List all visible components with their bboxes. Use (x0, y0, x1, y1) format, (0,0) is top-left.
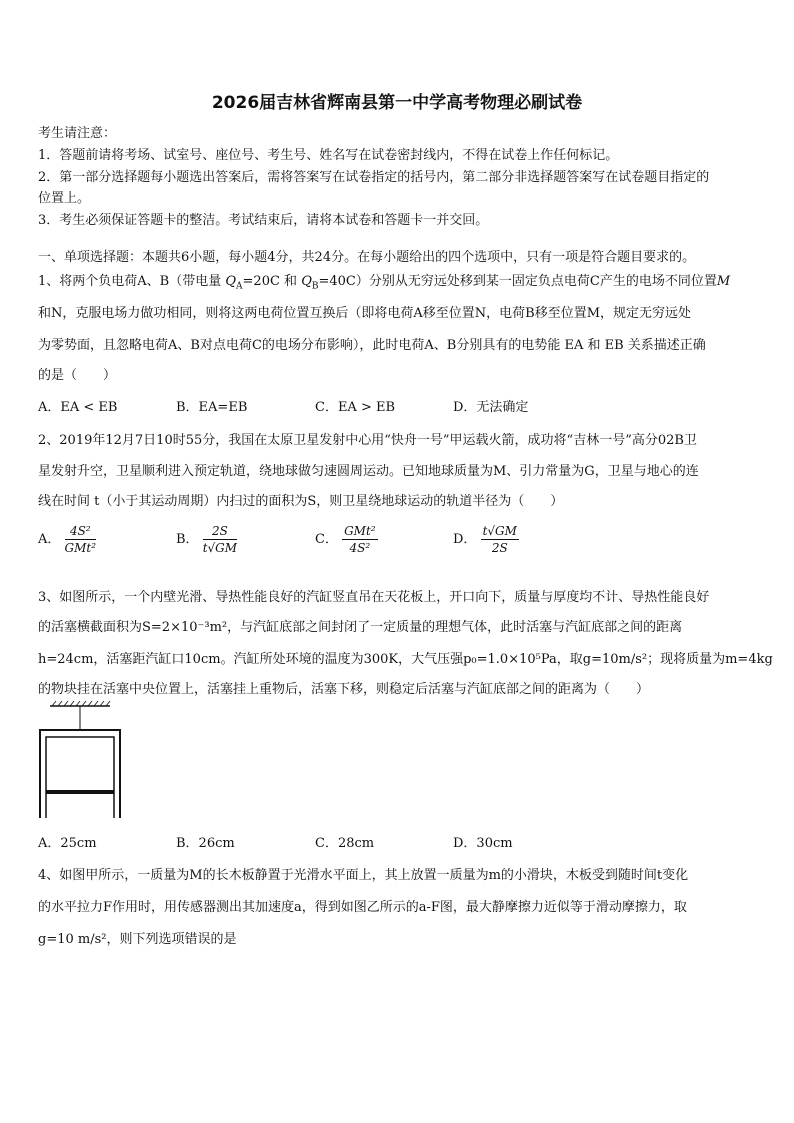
q1-option-a: A．EA < EB (38, 400, 118, 415)
q3-option-a: A．25cm (38, 836, 97, 851)
section-heading: 一、单项选择题：本题共6小题，每小题4分，共24分。在每小题给出的四个选项中，只有一项是符合题目要求的。 (38, 250, 696, 265)
notice-heading: 考生请注意： (38, 126, 117, 141)
q4-line-1: 4、如图甲所示，一质量为M的长木板静置于光滑水平面上，其上放置一质量为m的小滑块，木板受到随时间t变化 (38, 868, 689, 883)
q1-line-4: 的是（ ） (38, 368, 117, 383)
q2-option-d: D． $\frac{t√GM}{2S}$ (453, 524, 517, 555)
q4-line-2: 的水平拉力F作用时，用传感器测出其加速度a，得到如图乙所示的a-F图，最大静摩擦力近似等于滑动摩擦力，取 (38, 900, 687, 915)
q3-line-2: 的活塞横截面积为S=2×10⁻³m²，与汽缸底部之间封闭了一定质量的理想气体，此时活塞与汽缸底部之间的距离 (38, 620, 683, 635)
q1-line-1: 1、将两个负电荷A、B（带电量 $Q_A=20C$ 和 $Q_B=40C$）分别从无穷远处移到某一固定负点电荷C产生的电场不同位置M (38, 274, 731, 292)
q3-option-c: C．28cm (315, 836, 375, 851)
q1-line-2: 和N，克服电场力做功相同，则将这两电荷位置互换后（即将电荷A移至位置N，电荷B移至位置M，规定无穷远处 (38, 306, 692, 321)
q2-option-c: C． $\frac{\text{GMt²}}{\text{4S²}}$ (315, 524, 376, 555)
q2-line-1: 2、2019年12月7日10时55分，我国在太原卫星发射中心用“快舟一号”甲运载火箭，成功将“吉林一号”高分02B卫 (38, 433, 697, 448)
page-title: 2026届吉林省辉南县第一中学高考物理必刷试卷 (211, 93, 583, 113)
cylinder-diagram (36, 700, 136, 822)
q1-line-3: 为零势面，且忽略电荷A、B对点电荷C的电场分布影响），此时电荷A、B分别具有的电势能 EA 和 EB 关系描述正确 (38, 338, 706, 353)
cylinder-outer (40, 730, 120, 818)
notice-item-2: 2．第一部分选择题每小题选出答案后，需将答案写在试卷指定的括号内，第二部分非选择题答案写在试卷题目指定的 (38, 170, 710, 185)
cylinder-inner (46, 737, 114, 818)
q1-option-c: C．EA > EB (315, 400, 396, 415)
q2-option-b: B． $\frac{2S}{t√GM}$ (176, 524, 238, 555)
q1-option-b: B．EA=EB (176, 400, 248, 415)
piston (46, 790, 114, 794)
q3-line-1: 3、如图所示，一个内壁光滑、导热性能良好的汽缸竖直吊在天花板上，开口向下，质量与厚度均不计、导热性能良好 (38, 590, 710, 605)
notice-item-2-cont: 位置上。 (38, 191, 91, 206)
q2-line-2: 星发射升空，卫星顺利进入预定轨道，绕地球做匀速圆周运动。已知地球质量为M、引力常量为G，卫星与地心的连 (38, 464, 699, 479)
q3-line-3: h=24cm，活塞距汽缸口10cm。汽缸所处环境的温度为300K，大气压强p₀=1.0×10⁵Pa，取g=10m/s²；现将质量为m=4kg (38, 652, 773, 667)
q4-line-3: g=10 m/s²，则下列选项错误的是 (38, 932, 237, 947)
q3-option-b: B．26cm (176, 836, 235, 851)
q3-line-4: 的物块挂在活塞中央位置上，活塞挂上重物后，活塞下移，则稳定后活塞与汽缸底部之间的距离为（ ） (38, 682, 650, 697)
notice-item-1: 1．答题前请将考场、试室号、座位号、考生号、姓名写在试卷密封线内，不得在试卷上作任何标记。 (38, 148, 619, 163)
q2-option-a: A． $\frac{\text{4S²}}{\text{GMt²}}$ (38, 524, 97, 555)
q2-line-3: 线在时间 t（小于其运动周期）内扫过的面积为S，则卫星绕地球运动的轨道半径为（ ） (38, 494, 564, 509)
notice-item-3: 3．考生必须保证答题卡的整洁。考试结束后，请将本试卷和答题卡一并交回。 (38, 213, 489, 228)
q1-option-d: D．无法确定 (453, 400, 529, 415)
q3-option-d: D．30cm (453, 836, 513, 851)
